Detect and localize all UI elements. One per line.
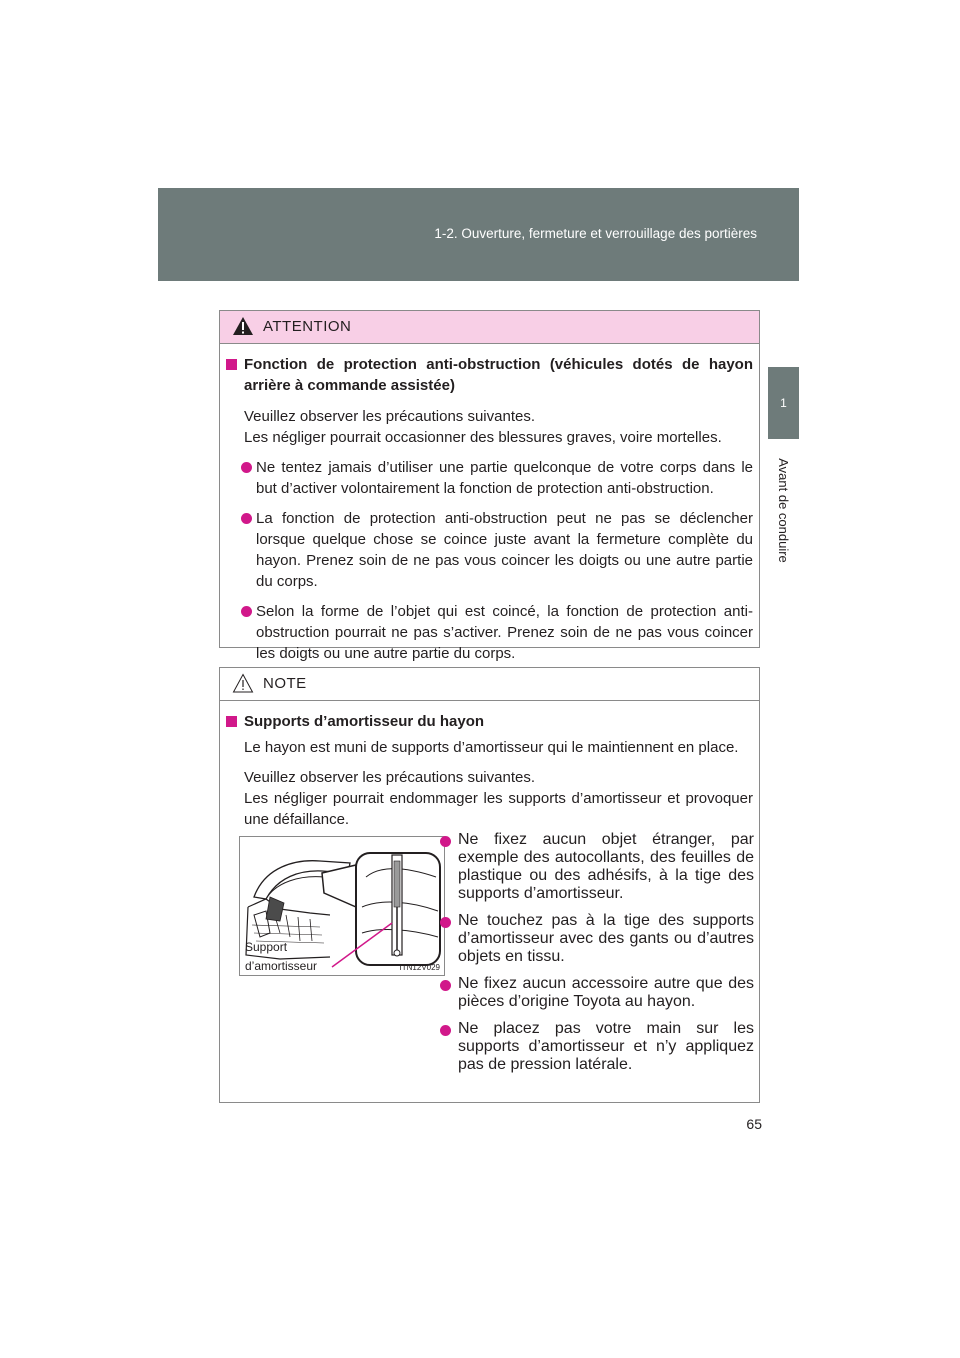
note-header <box>220 668 759 701</box>
damper-label-line1: Support <box>245 940 288 954</box>
note-bullet-text: Ne fixez aucun accessoire autre que des pièces d’origine Toyota au hayon. <box>458 975 754 1010</box>
warning-triangle-outline-icon <box>232 673 254 693</box>
attention-subhead <box>226 354 753 396</box>
note-bullet-list <box>436 831 754 1083</box>
attention-bullet <box>226 601 753 664</box>
round-bullet-icon <box>241 462 252 473</box>
note-subhead <box>226 711 753 732</box>
note-bullet <box>436 912 754 966</box>
square-bullet-icon <box>226 359 237 370</box>
note-para1: Le hayon est muni de supports d’amortisseur qui le maintiennent en place. <box>244 739 739 756</box>
note-bullet <box>436 1020 754 1074</box>
note-bullet-text: Ne touchez pas à la tige des supports d’amortisseur avec des gants ou d’autres objets en tissu. <box>458 912 754 965</box>
round-bullet-icon <box>440 836 451 847</box>
note-bullet <box>436 975 754 1011</box>
attention-subhead-text: Fonction de protection anti-obstruction (véhicules dotés de hayon arrière à commande assistée) <box>244 356 753 394</box>
chapter-tab <box>768 367 799 439</box>
attention-bullet <box>226 457 753 499</box>
page-number: 65 <box>746 1116 762 1132</box>
attention-intro-line1: Veuillez observer les précautions suivantes. <box>244 408 535 425</box>
warning-triangle-filled-icon <box>232 316 254 336</box>
note-para2-line1: Veuillez observer les précautions suivantes. <box>244 769 535 786</box>
attention-body <box>220 344 759 664</box>
note-bullet <box>436 831 754 903</box>
note-title: NOTE <box>263 675 307 692</box>
note-para2 <box>226 767 753 830</box>
chapter-title: 1-2. Ouverture, fermeture et verrouillage des portières <box>434 226 757 241</box>
section-side-label-text: Avant de conduire <box>776 457 791 563</box>
attention-header <box>220 311 759 344</box>
round-bullet-icon <box>241 606 252 617</box>
chapter-header-bar <box>158 188 799 281</box>
attention-bullet-text: Selon la forme de l’objet qui est coincé, la fonction de protection anti-obstruction pourrait ne pas s’activer. Prenez soin de ne pas vous coincer les doigts ou une autre partie du corps. <box>256 603 753 662</box>
attention-bullet <box>226 508 753 592</box>
chapter-tab-number: 1 <box>780 396 787 410</box>
square-bullet-icon <box>226 716 237 727</box>
round-bullet-icon <box>440 980 451 991</box>
damper-figure-label <box>245 938 317 976</box>
note-box <box>219 667 760 1103</box>
damper-figure <box>239 836 445 976</box>
attention-box <box>219 310 760 662</box>
damper-label-line2: d’amortisseur <box>245 959 318 973</box>
section-side-label <box>768 445 799 575</box>
attention-intro-line2: Les négliger pourrait occasionner des blessures graves, voire mortelles. <box>244 429 722 446</box>
note-body <box>220 701 759 830</box>
attention-intro <box>226 406 753 448</box>
note-bullet-text: Ne placez pas votre main sur les supports d’amortisseur et n’y appliquez pas de pression latérale. <box>458 1020 754 1073</box>
note-para2-line2: Les négliger pourrait endommager les supports d’amortisseur et provoquer une défaillance. <box>244 790 753 828</box>
figure-code: ITN12V029 <box>399 963 440 972</box>
attention-title: ATTENTION <box>263 318 352 335</box>
attention-bullet-text: Ne tentez jamais d’utiliser une partie quelconque de votre corps dans le but d’activer volontairement la fonction de protection anti-obstruction. <box>256 459 753 497</box>
attention-bullet-text: La fonction de protection anti-obstruction peut ne pas se déclencher lorsque quelque chose se coince juste avant la fermeture complète du hayon. Prenez soin de ne pas vous coincer les doigts ou une autre partie du corps. <box>256 510 753 590</box>
note-bullet-text: Ne fixez aucun objet étranger, par exemple des autocollants, des feuilles de plastique ou des adhésifs, à la tige des supports d’amortisseur. <box>458 831 754 902</box>
round-bullet-icon <box>440 917 451 928</box>
round-bullet-icon <box>241 513 252 524</box>
note-subhead-text: Supports d’amortisseur du hayon <box>244 713 485 730</box>
round-bullet-icon <box>440 1025 451 1036</box>
